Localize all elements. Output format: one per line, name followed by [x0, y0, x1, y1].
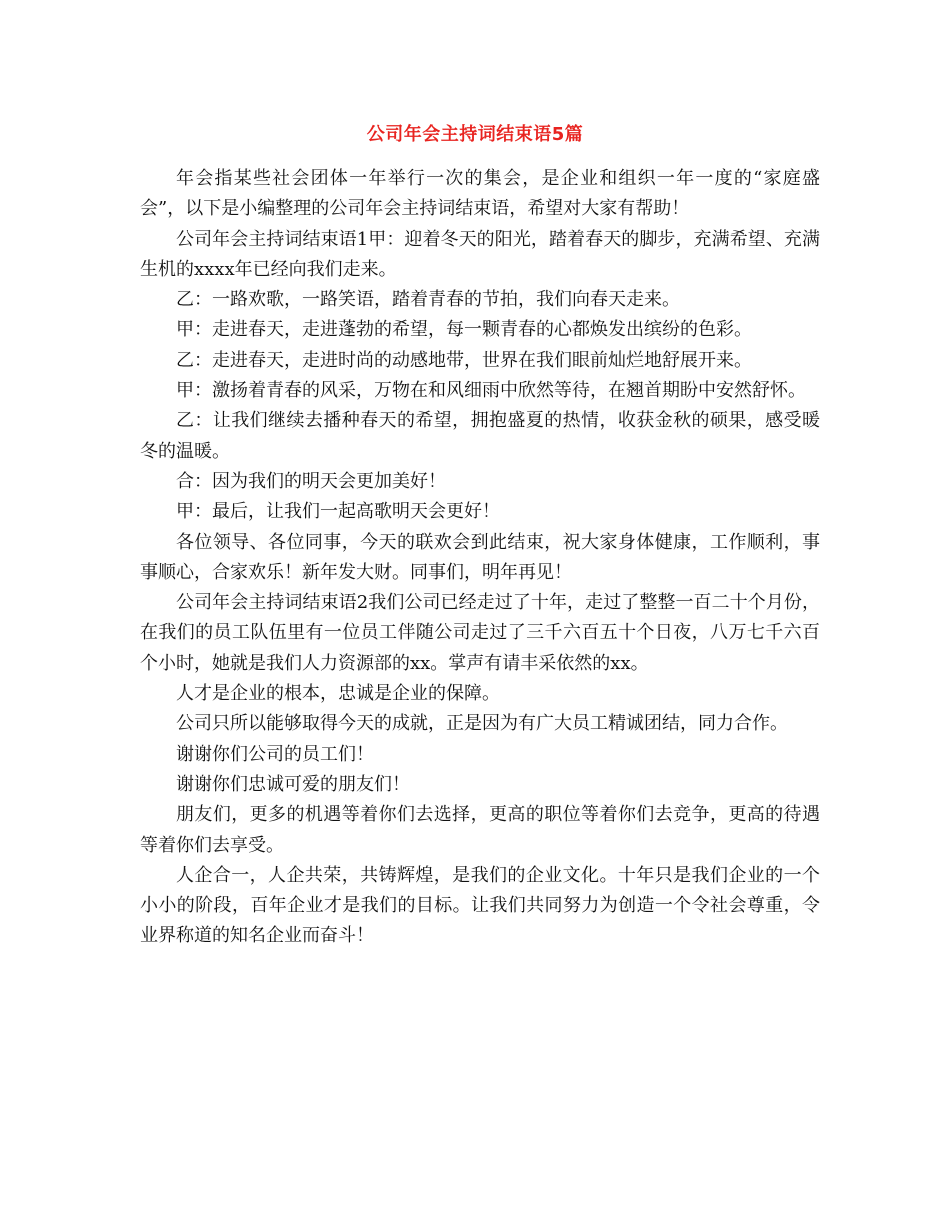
document-body	[140, 164, 820, 952]
paragraph: 人企合一，人企共荣，共铸辉煌，是我们的企业文化。十年只是我们企业的一个小小的阶段，百年企业才是我们的目标。让我们共同努力为创造一个令社会尊重，令业界称道的知名企业而奋斗！	[140, 864, 820, 947]
paragraph: 甲：最后，让我们一起高歌明天会更好！	[176, 501, 500, 523]
paragraph: 公司年会主持词结束语1甲：迎着冬天的阳光，踏着春天的脚步，充满希望、充满生机的xxxx年已经向我们走来。	[140, 228, 820, 280]
paragraph: 谢谢你们忠诚可爱的朋友们！	[176, 773, 410, 795]
paragraph: 公司年会主持词结束语2我们公司已经走过了十年，走过了整整一百二十个月份，在我们的员工队伍里有一位员工伴随公司走过了三千六百五十个日夜，八万七千六百个小时，她就是我们人力资源部的xx。掌声有请丰采依然的xx。	[140, 592, 820, 674]
paragraph: 乙：走进春天，走进时尚的动感地带，世界在我们眼前灿烂地舒展开来。	[176, 349, 752, 371]
paragraph: 年会指某些社会团体一年举行一次的集会，是企业和组织一年一度的“家庭盛会”，以下是小编整理的公司年会主持词结束语，希望对大家有帮助！	[140, 168, 820, 220]
paragraph: 乙：一路欢歌，一路笑语，踏着青春的节拍，我们向春天走来。	[176, 289, 680, 311]
paragraph: 朋友们，更多的机遇等着你们去选择，更高的职位等着你们去竞争，更高的待遇等着你们去享受。	[140, 804, 820, 856]
paragraph: 甲：走进春天，走进蓬勃的希望，每一颗青春的心都焕发出缤纷的色彩。	[176, 319, 752, 341]
paragraph: 公司只所以能够取得今天的成就，正是因为有广大员工精诚团结，同力合作。	[176, 713, 788, 735]
paragraph: 人才是企业的根本，忠诚是企业的保障。	[176, 683, 500, 705]
paragraph: 各位领导、各位同事，今天的联欢会到此结束，祝大家身体健康，工作顺利，事事顺心，合家欢乐！新年发大财。同事们，明年再见！	[140, 531, 820, 583]
paragraph: 谢谢你们公司的员工们！	[176, 743, 374, 765]
document-title: 公司年会主持词结束语5篇	[366, 124, 584, 145]
paragraph: 合：因为我们的明天会更加美好！	[176, 470, 446, 492]
paragraph: 甲：激扬着青春的风采，万物在和风细雨中欣然等待，在翘首期盼中安然舒怀。	[176, 380, 806, 402]
paragraph: 乙：让我们继续去播种春天的希望，拥抱盛夏的热情，收获金秋的硕果，感受暖冬的温暖。	[140, 410, 820, 462]
